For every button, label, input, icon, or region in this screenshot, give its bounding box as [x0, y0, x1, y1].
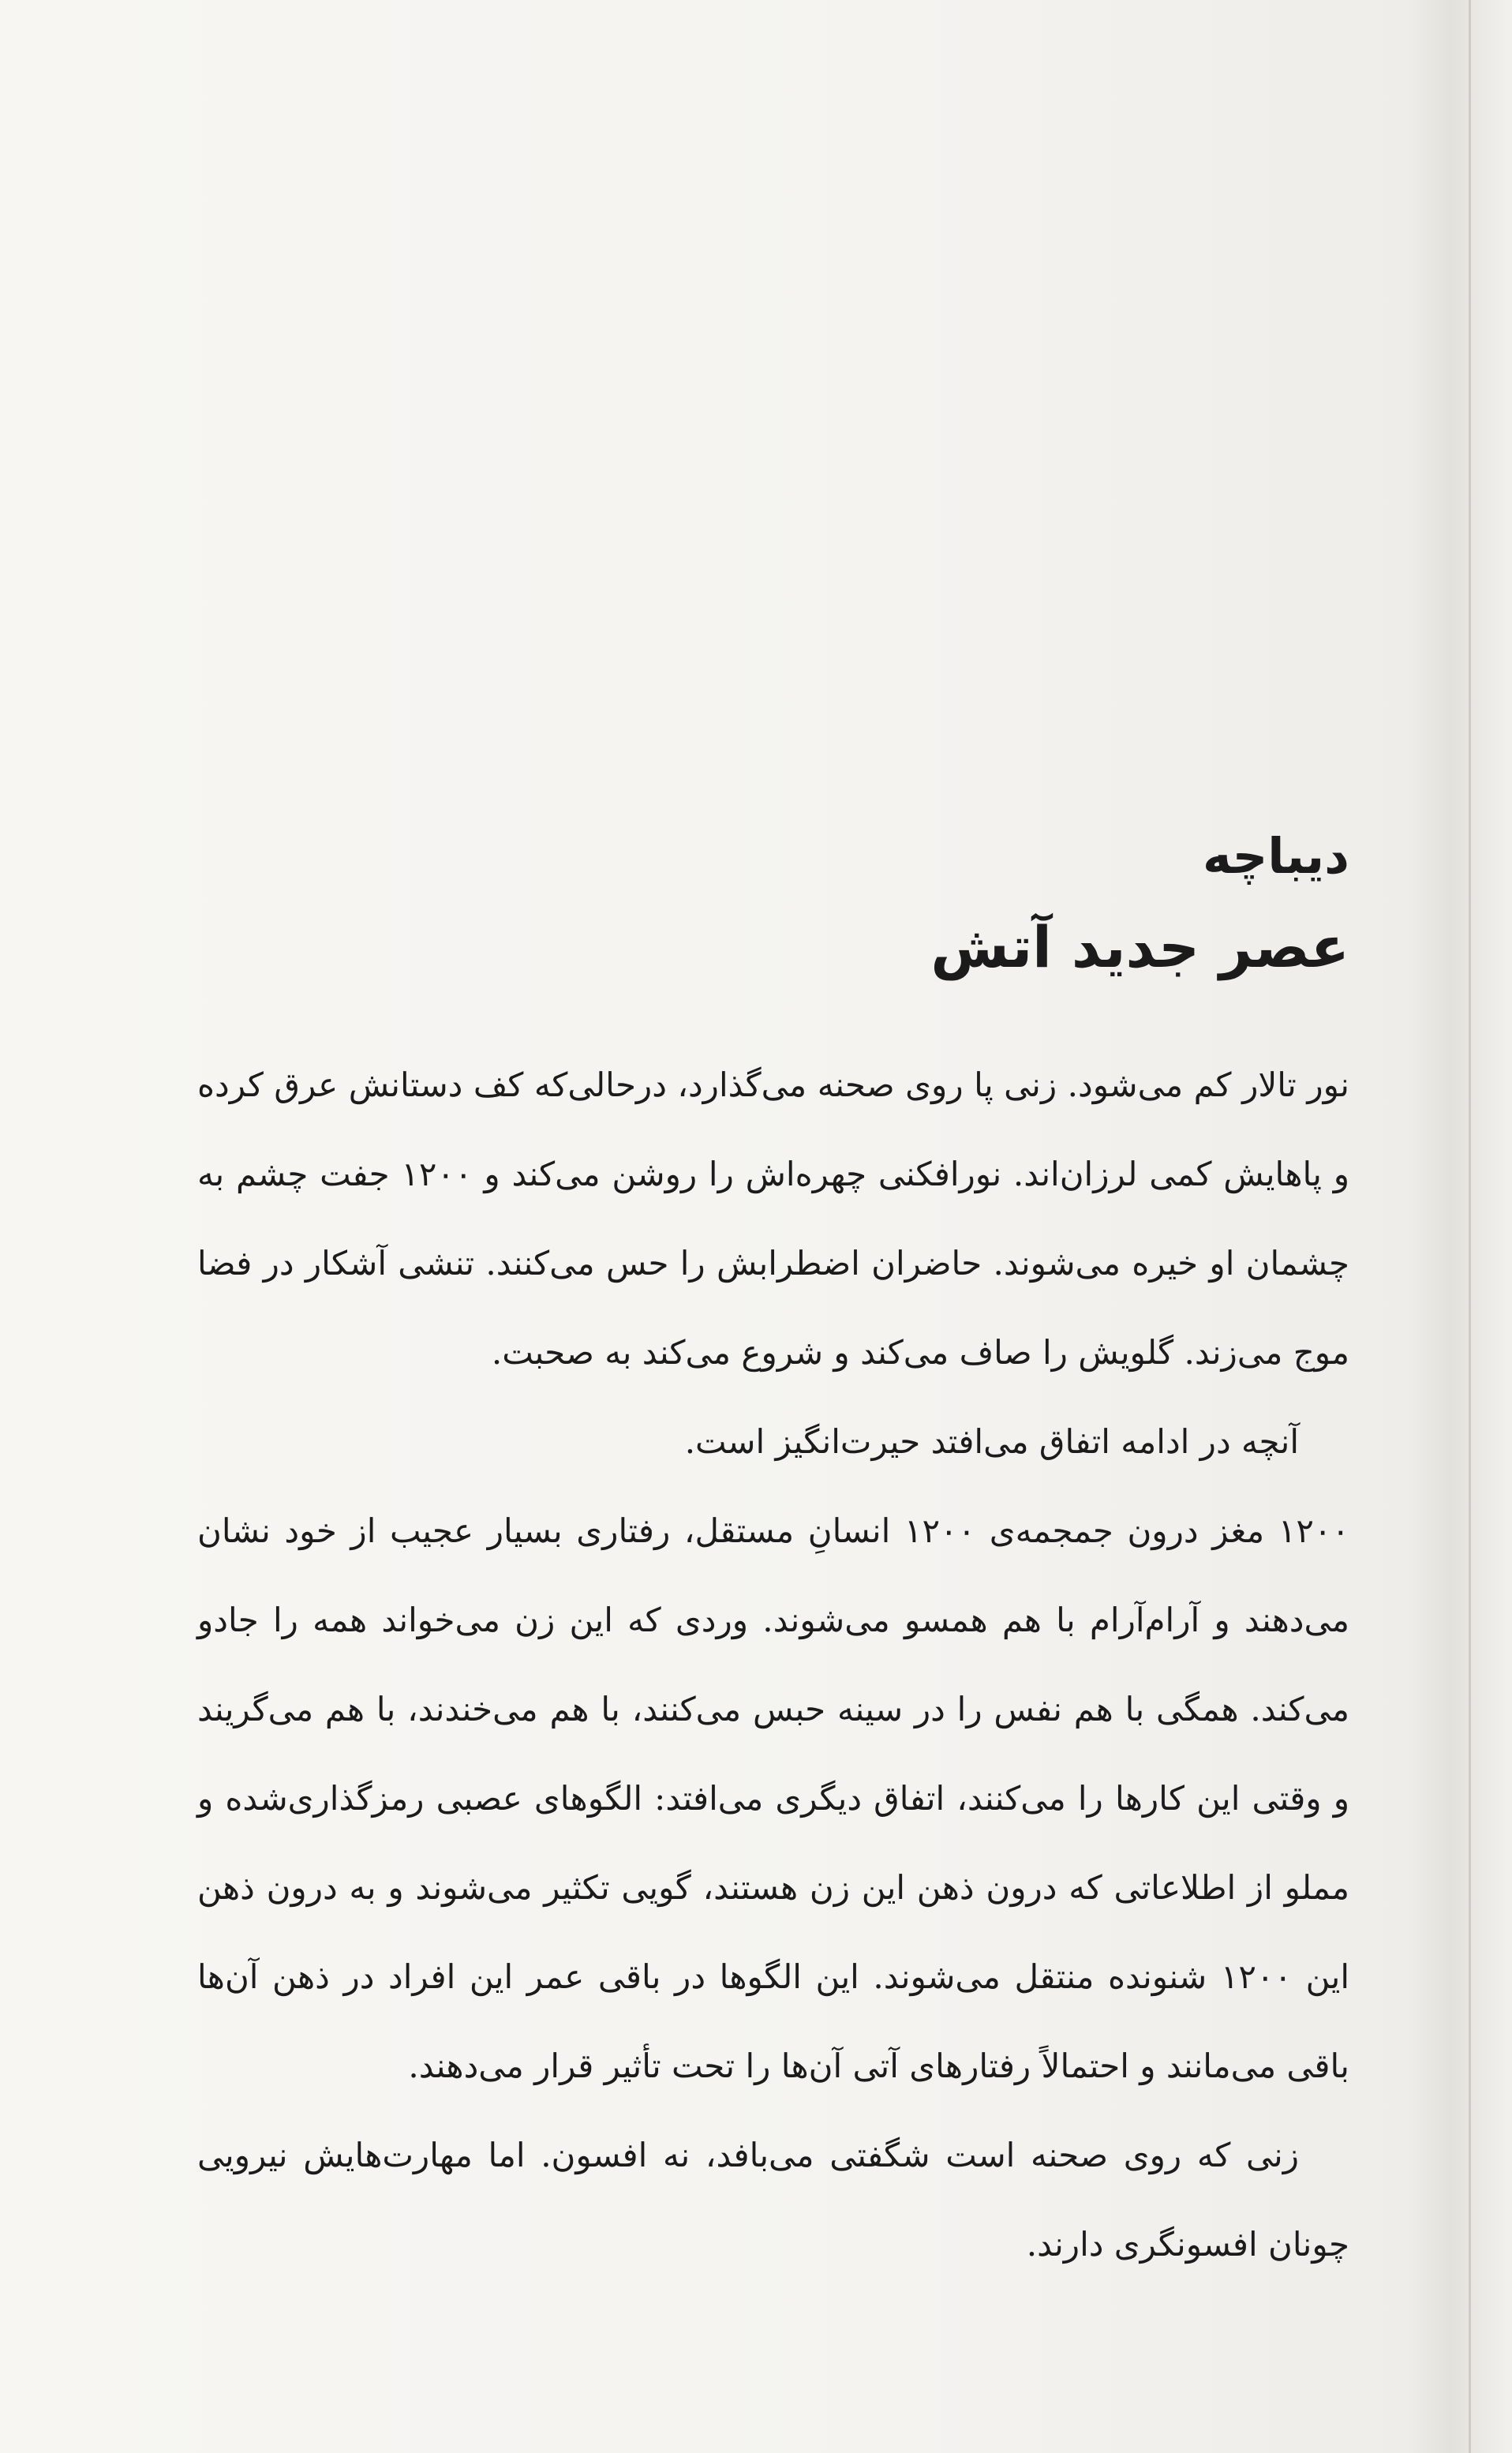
chapter-label: دیباچه — [1203, 827, 1349, 885]
page-fold-edge — [1469, 0, 1471, 2453]
chapter-title: عصر جدید آتش — [930, 914, 1349, 980]
paragraph-2: آنچه در ادامه اتفاق می‌افتد حیرت‌انگیز است. — [684, 1422, 1299, 1461]
paragraph-4: زنی که روی صحنه است شگفتی می‌بافد، نه افسون. اما مهارت‌هایش نیرویی چونان افسونگری دارند. — [197, 2136, 1349, 2264]
paragraph-1: نور تالار کم می‌شود. زنی پا روی صحنه می‌گذارد، درحالی‌که کف دستانش عرق کرده و پاهایش کمی لرزان‌اند. نورافکنی چهره‌اش را روشن می‌کند و ۱۲۰۰ جفت چشم به چشمان او خیره می‌شوند. حاضران اضطرابش را حس می‌کنند. تنشی آشکار در فضا موج می‌زند. گلویش را صاف می‌کند و شروع می‌کند به صحبت. — [197, 1065, 1350, 1372]
body-text — [197, 1040, 1349, 2289]
paragraph-3: ۱۲۰۰ مغز درون جمجمه‌ی ۱۲۰۰ انسانِ مستقل، رفتاری بسیار عجیب از خود نشان می‌دهند و آرام‌آرام با هم همسو می‌شوند. وردی که این زن می‌خواند همه را جادو می‌کند. همگی با هم نفس را در سینه حبس می‌کنند، با هم می‌خندند، با هم می‌گریند و وقتی این کارها را می‌کنند، اتفاق دیگری می‌افتد: الگوهای عصبی رمزگذاری‌شده و مملو از اطلاعاتی که درون ذهن این زن هستند، گویی تکثیر می‌شوند و به درون ذهن این ۱۲۰۰ شنونده منتقل می‌شوند. این الگوها در باقی عمر این افراد در ذهن آن‌ها باقی می‌مانند و احتمالاً رفتارهای آتی آن‌ها را تحت تأثیر قرار می‌دهند. — [197, 1511, 1349, 2085]
